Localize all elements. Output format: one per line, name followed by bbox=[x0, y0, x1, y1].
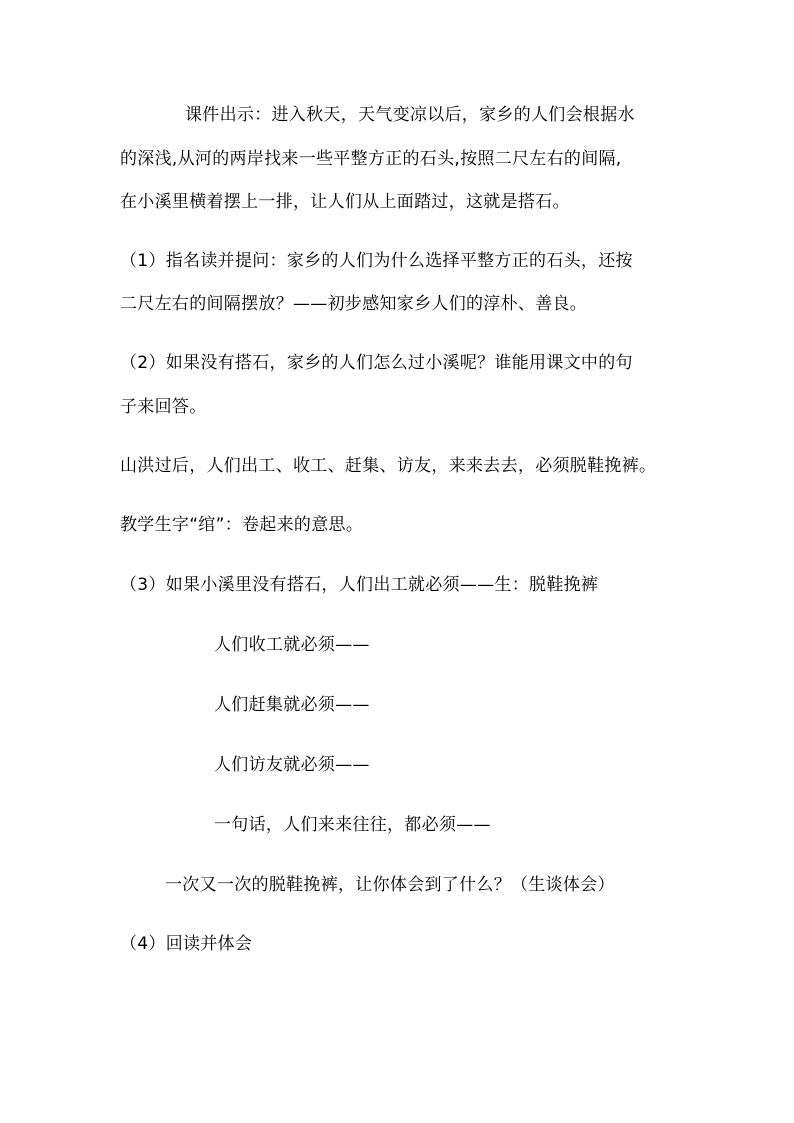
drill-line-2: 人们赶集就必须—— bbox=[214, 695, 370, 715]
question-2-line-1: （2）如果没有搭石，家乡的人们怎么过小溪呢？谁能用课文中的句 bbox=[120, 353, 633, 373]
question-1-line-1: （1）指名读并提问：家乡的人们为什么选择平整方正的石头，还按 bbox=[120, 251, 633, 271]
vocab-note: 教学生字“绾”：卷起来的意思。 bbox=[120, 515, 364, 535]
drill-line-4: 一句话，人们来来往往，都必须—— bbox=[214, 815, 491, 835]
paragraph-intro-line-2: 的深浅,从河的两岸找来一些平整方正的石头,按照二尺左右的间隔, bbox=[120, 149, 622, 169]
question-3-line-1: （3）如果小溪里没有搭石，人们出工就必须——生：脱鞋挽裤 bbox=[120, 575, 599, 595]
quote-sentence: 山洪过后，人们出工、收工、赶集、访友，来来去去，必须脱鞋挽裤。 bbox=[120, 456, 657, 476]
reflection-question: 一次又一次的脱鞋挽裤，让你体会到了什么？（生谈体会） bbox=[165, 875, 615, 895]
paragraph-intro-line-3: 在小溪里横着摆上一排，让人们从上面踏过，这就是搭石。 bbox=[120, 192, 570, 212]
question-1-line-2: 二尺左右的间隔摆放？——初步感知家乡人们的淳朴、善良。 bbox=[120, 294, 588, 314]
drill-line-1: 人们收工就必须—— bbox=[214, 635, 370, 655]
drill-line-3: 人们访友就必须—— bbox=[214, 755, 370, 775]
question-2-line-2: 子来回答。 bbox=[120, 397, 207, 417]
paragraph-intro-line-1: 课件出示：进入秋天，天气变凉以后，家乡的人们会根据水 bbox=[185, 105, 635, 125]
question-4-line-1: （4）回读并体会 bbox=[120, 934, 253, 954]
